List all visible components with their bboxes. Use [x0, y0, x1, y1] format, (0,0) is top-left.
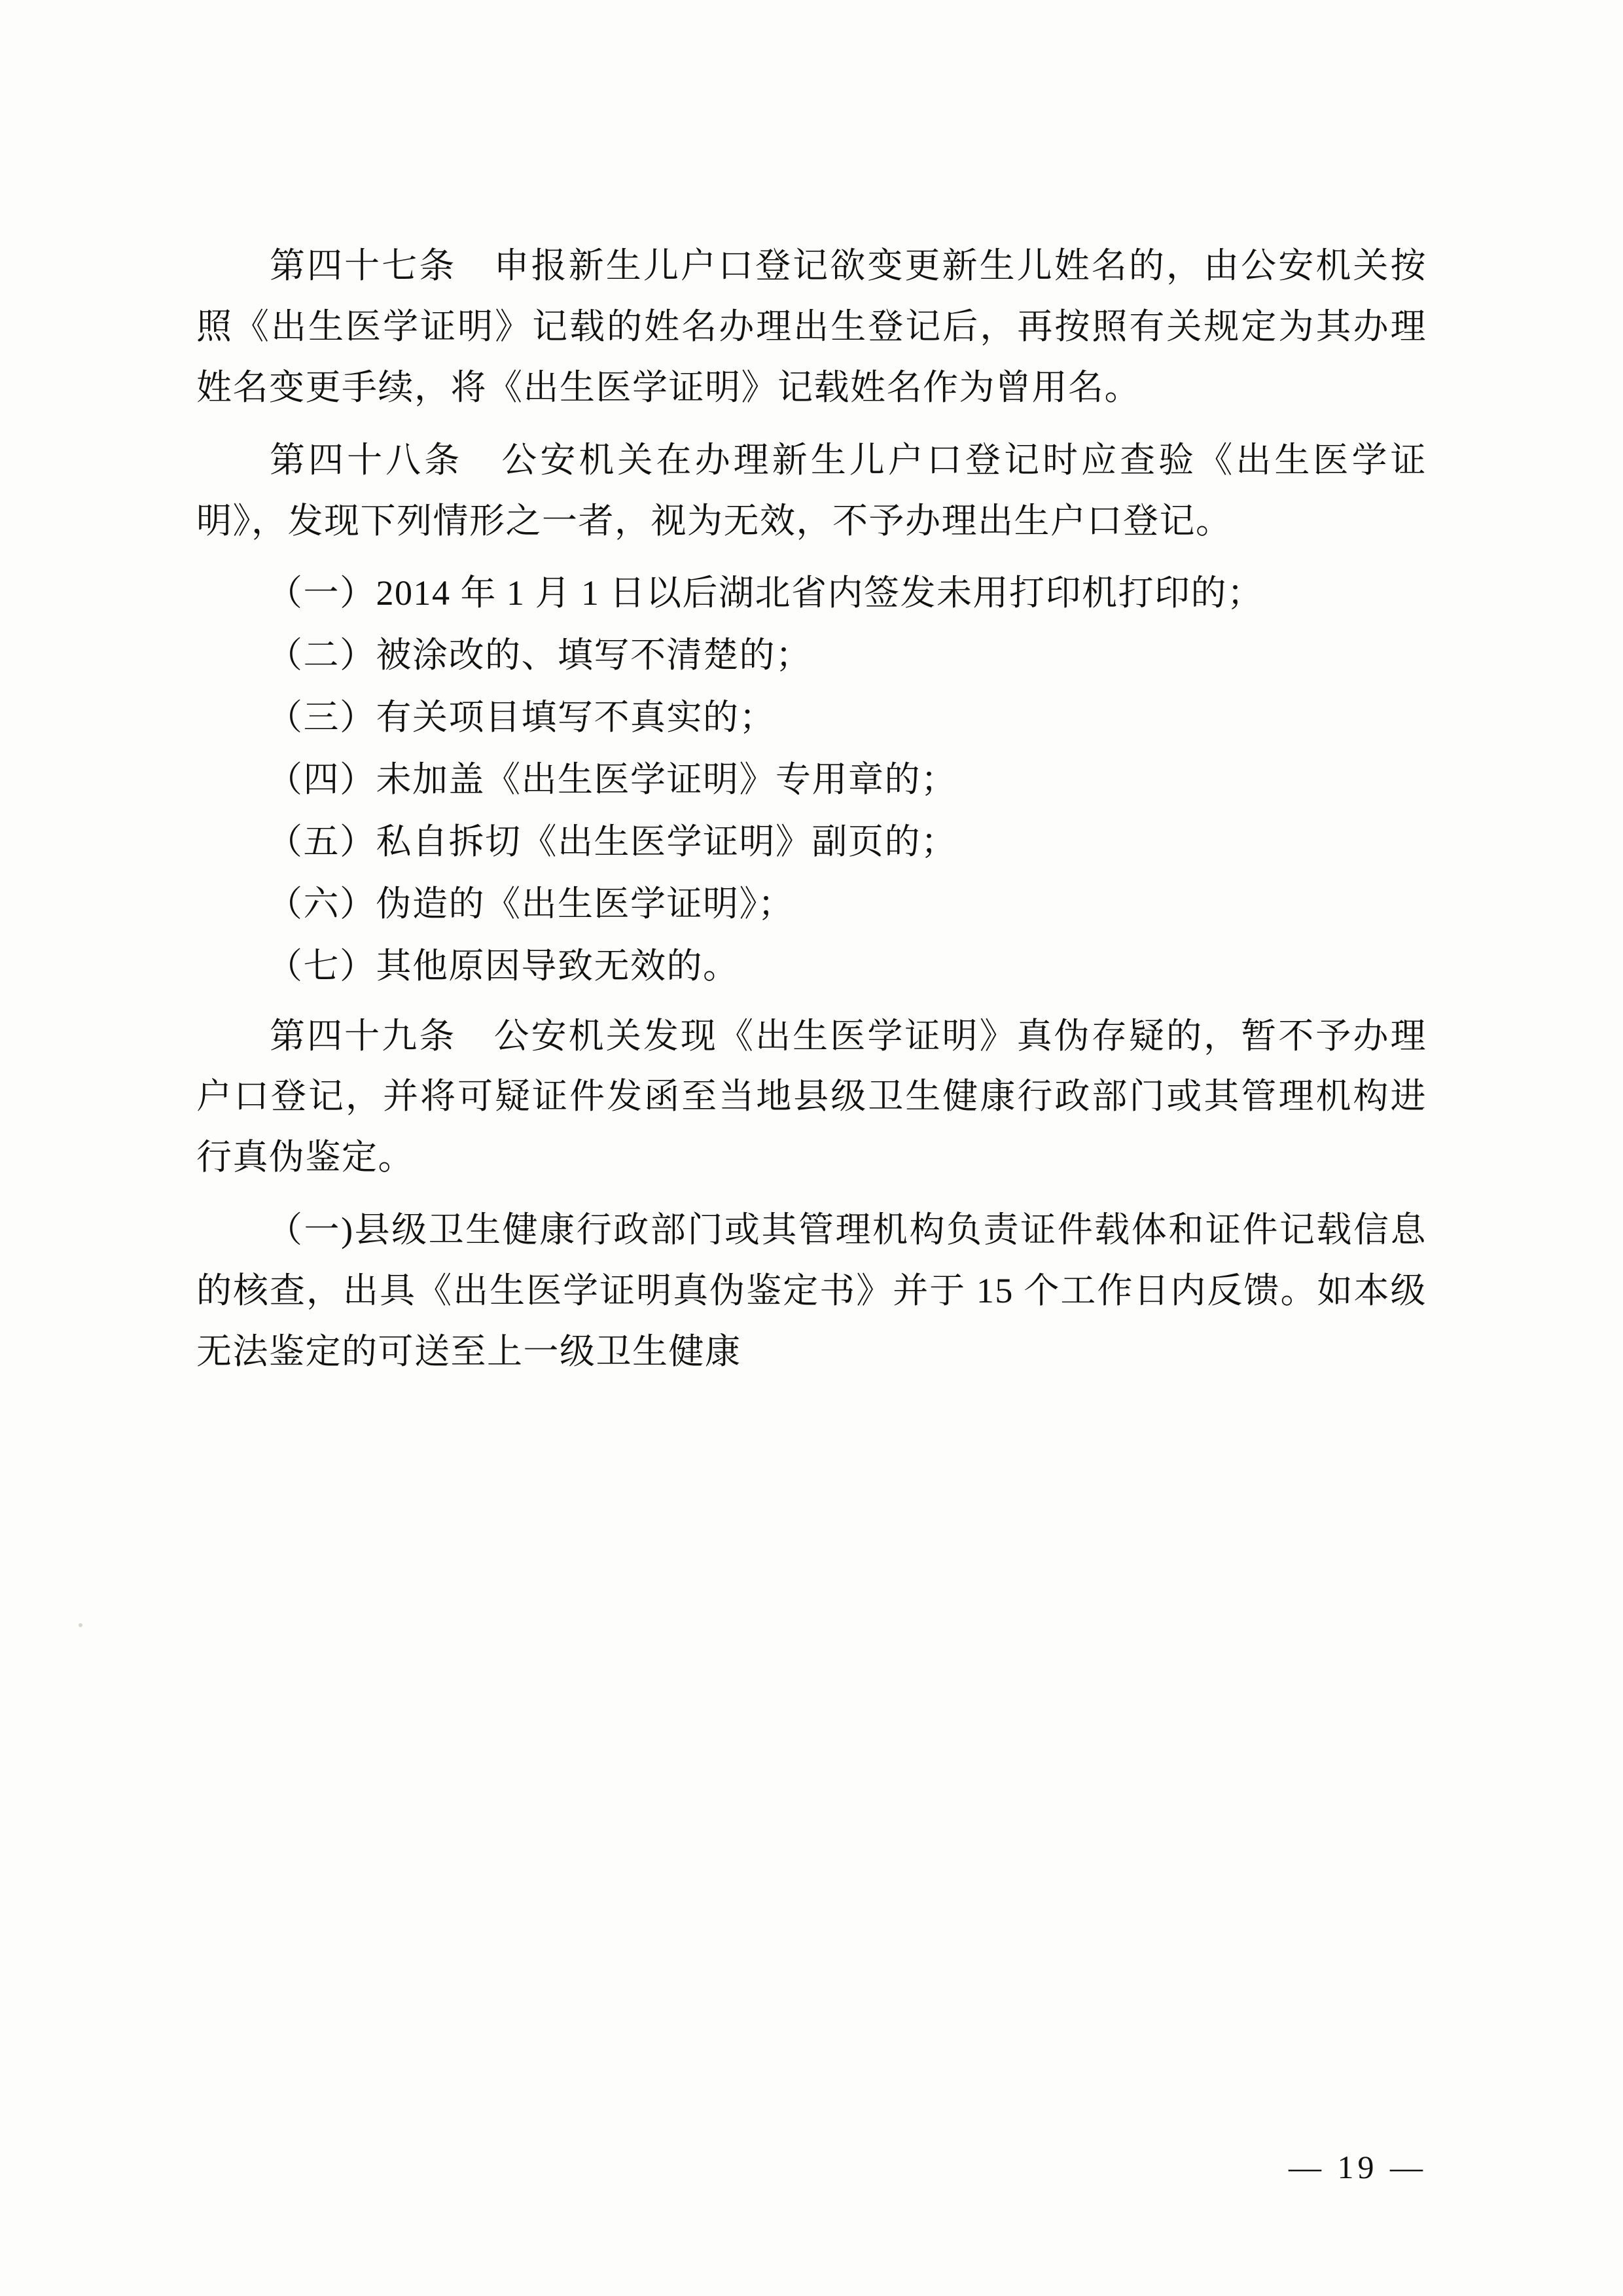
- page-number: — 19 —: [1289, 2149, 1427, 2185]
- scan-speck: [79, 1623, 82, 1627]
- list-item-48-4: （四）未加盖《出生医学证明》专用章的；: [267, 760, 957, 799]
- list-item-49-1: （一)县级卫生健康行政部门或其管理机构负责证件载体和证件记载信息的核查，出具《出生医学证明真伪鉴定书》并于 15 个工作日内反馈。如本级无法鉴定的可送至上一级卫生健康: [196, 1210, 1427, 1371]
- page-text-body: [196, 236, 1427, 1382]
- paragraph-article-49: 第四十九条 公安机关发现《出生医学证明》真伪存疑的，暂不予办理户口登记，并将可疑证件发函至当地县级卫生健康行政部门或其管理机构进行真伪鉴定。: [196, 1016, 1427, 1177]
- list-item-48-6: （六）伪造的《出生医学证明》；: [267, 884, 794, 924]
- paragraph-spacer: [196, 1192, 1427, 1200]
- list-item-48-7: （七）其他原因导致无效的。: [267, 946, 740, 986]
- list-item-48-3: （三）有关项目填写不真实的；: [267, 698, 776, 738]
- paragraph-spacer: [196, 422, 1427, 430]
- list-item-48-2: （二）被涂改的、填写不清楚的；: [267, 636, 812, 675]
- paragraph-spacer: [196, 998, 1427, 1006]
- paragraph-article-48: 第四十八条 公安机关在办理新生儿户口登记时应查验《出生医学证明》，发现下列情形之一者，视为无效，不予办理出生户口登记。: [196, 440, 1427, 541]
- list-item-48-5: （五）私自拆切《出生医学证明》副页的；: [267, 821, 957, 861]
- paragraph-article-47: 第四十七条 申报新生儿户口登记欲变更新生儿姓名的，由公安机关按照《出生医学证明》记载的姓名办理出生登记后，再按照有关规定为其办理姓名变更手续，将《出生医学证明》记载姓名作为曾用名。: [196, 246, 1427, 407]
- list-item-48-1: （一）2014 年 1 月 1 日以后湖北省内签发未用打印机打印的；: [267, 573, 1264, 613]
- paragraph-spacer: [196, 555, 1427, 563]
